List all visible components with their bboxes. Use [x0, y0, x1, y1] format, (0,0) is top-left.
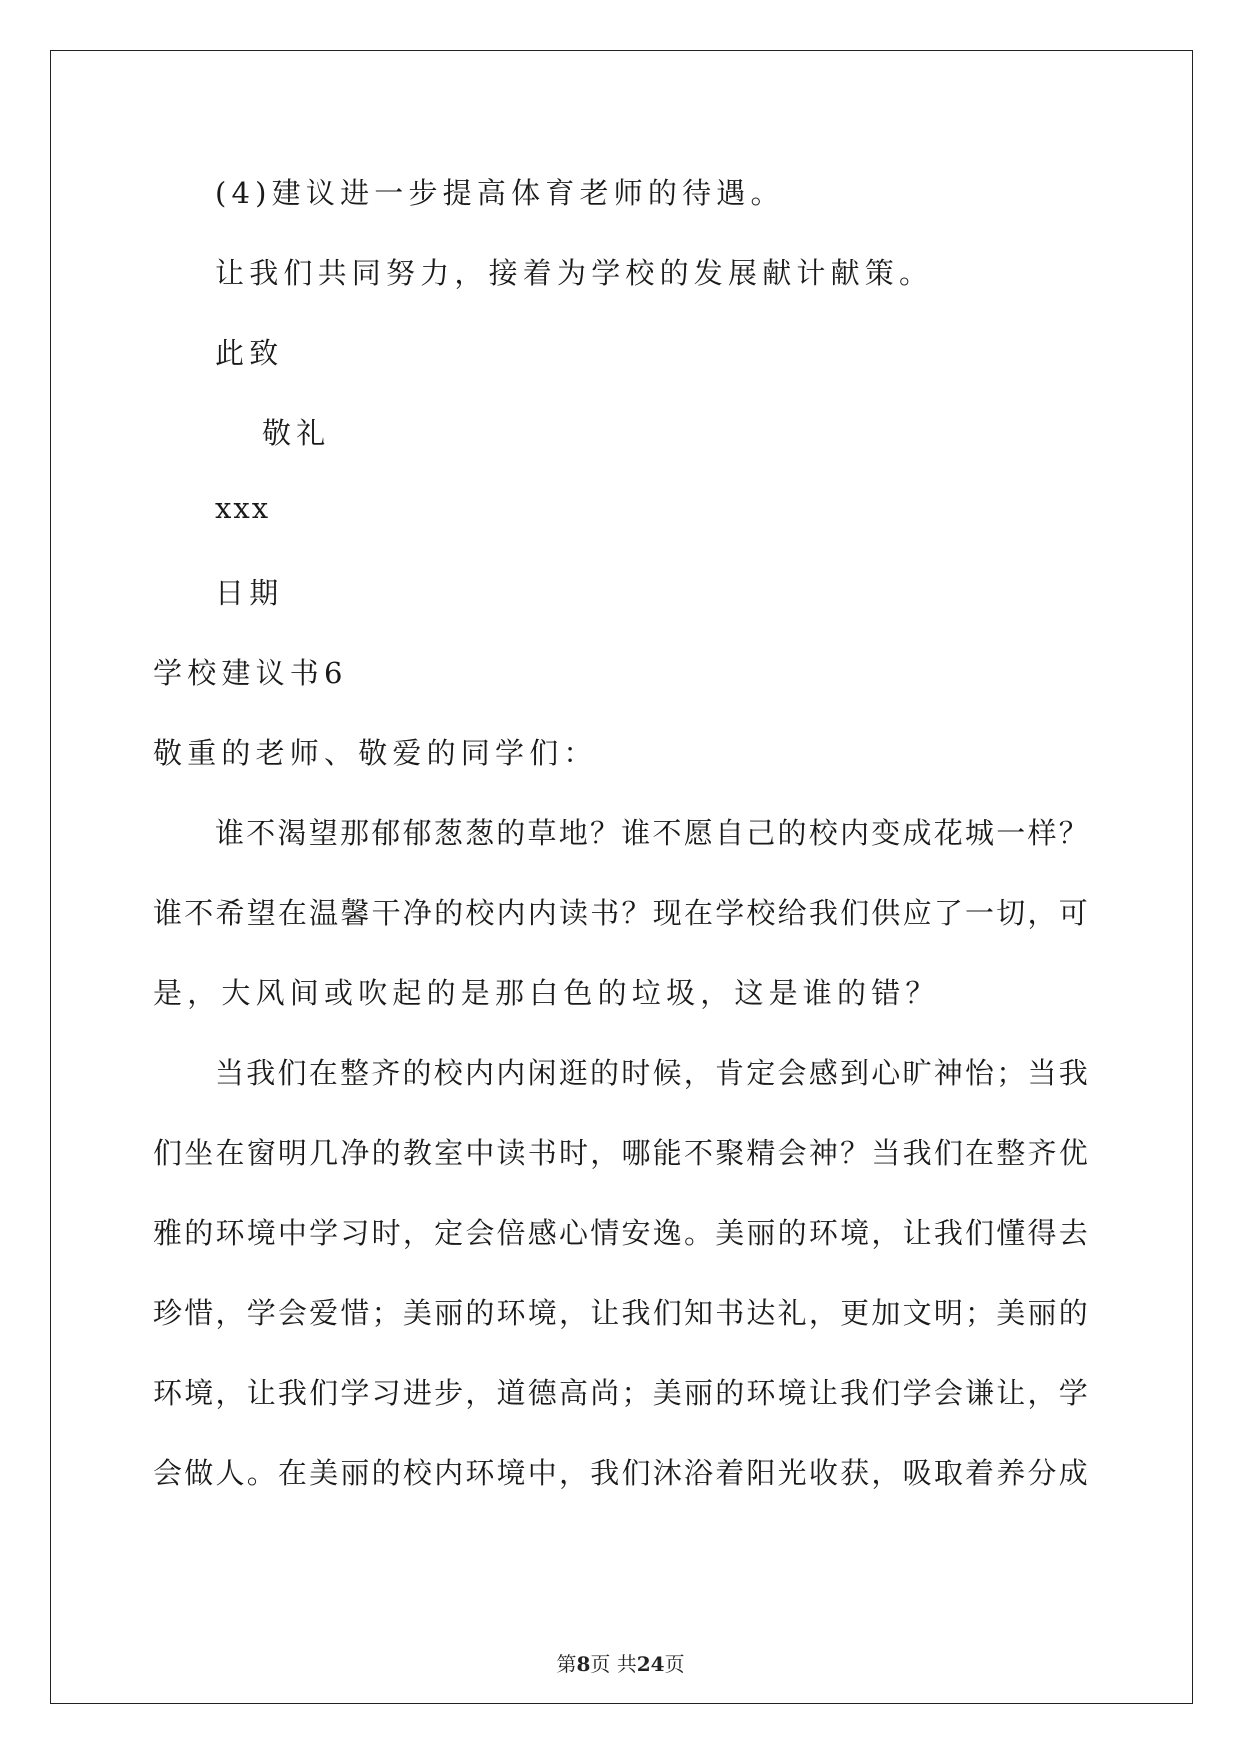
- text-line: 让我们共同努力，接着为学校的发展献计献策。: [215, 256, 934, 290]
- footer-prefix: 第: [556, 1652, 577, 1676]
- paragraph-line: 谁不渴望那郁郁葱葱的草地？谁不愿自己的校内变成花城一样？: [215, 816, 1090, 850]
- page-footer: [0, 1648, 1241, 1677]
- paragraph-line: 们坐在窗明几净的教室中读书时，哪能不聚精会神？当我们在整齐优: [153, 1136, 1090, 1170]
- paragraph-line: 当我们在整齐的校内内闲逛的时候，肯定会感到心旷神怡；当我: [215, 1056, 1090, 1090]
- paragraph-line: 谁不希望在温馨干净的校内内读书？现在学校给我们供应了一切，可: [153, 896, 1090, 930]
- text-line: 敬礼: [262, 416, 331, 450]
- text-line: (4)建议进一步提高体育老师的待遇。: [215, 176, 785, 210]
- text-line: 日期: [215, 576, 284, 610]
- footer-mid: 页 共: [590, 1652, 637, 1676]
- text-line: 此致: [215, 336, 284, 370]
- current-page-number: 8: [576, 1652, 591, 1676]
- text-line: xxx: [215, 491, 271, 525]
- paragraph-line: 雅的环境中学习时，定会倍感心情安逸。美丽的环境，让我们懂得去: [153, 1216, 1090, 1250]
- salutation: 敬重的老师、敬爱的同学们：: [153, 736, 598, 770]
- section-heading: 学校建议书6: [153, 656, 348, 690]
- paragraph-line: 是，大风间或吹起的是那白色的垃圾，这是谁的错？: [153, 976, 940, 1010]
- total-pages-number: 24: [636, 1652, 665, 1676]
- paragraph-line: 珍惜，学会爱惜；美丽的环境，让我们知书达礼，更加文明；美丽的: [153, 1296, 1090, 1330]
- paragraph-line: 会做人。在美丽的校内环境中，我们沐浴着阳光收获，吸取着养分成: [153, 1456, 1090, 1490]
- paragraph-line: 环境，让我们学习进步，道德高尚；美丽的环境让我们学会谦让，学: [153, 1376, 1090, 1410]
- footer-suffix: 页: [664, 1652, 685, 1676]
